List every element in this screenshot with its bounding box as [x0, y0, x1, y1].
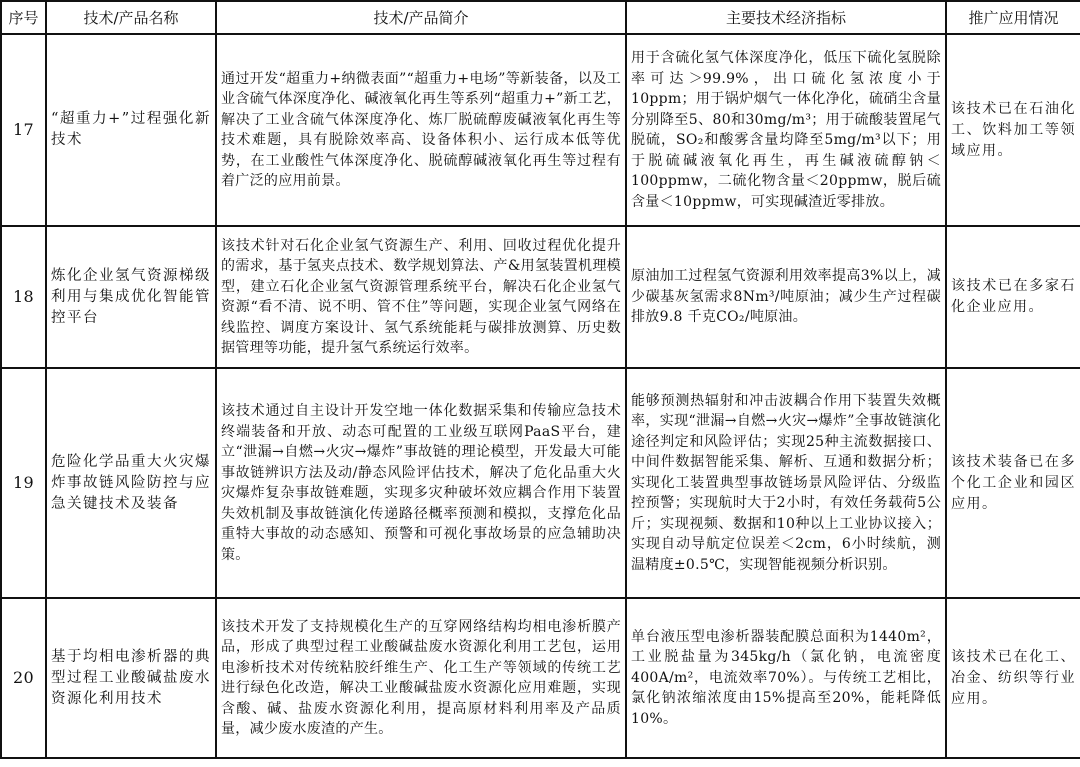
- header-tech-intro: 技术/产品简介: [216, 1, 626, 34]
- cell-key-indicators: 用于含硫化氢气体深度净化，低压下硫化氢脱除率可达＞99.9%，出口硫化氢浓度小于10ppm；用于锅炉烟气一体化净化，硫硝尘含量分别降至5、80和30mg/m³；用于硫酸装置尾气脱硫，SO₂和酸雾含量均降至5mg/m³以下；用于脱硫碱液氧化再生，再生碱液硫醇钠＜100ppmw，二硫化物含量＜20ppmw，脱后硫含量＜10ppmw，可实现碱渣近零排放。: [626, 34, 946, 226]
- table-row: [1, 598, 1080, 758]
- header-tech-name: 技术/产品名称: [46, 1, 216, 34]
- table-row: [1, 34, 1080, 226]
- cell-tech-intro: 该技术开发了支持规模化生产的互穿网络结构均相电渗析膜产品，形成了典型过程工业酸碱盐废水资源化利用工艺包，运用电渗析技术对传统粘胶纤维生产、化工生产等领域的传统工艺进行绿色化改造，解决工业酸碱盐废水资源化应用难题，实现含酸、碱、盐废水资源化利用，提高原材料利用率及产品质量，减少废水废渣的产生。: [216, 598, 626, 758]
- cell-tech-intro: 通过开发“超重力+纳微表面”“超重力+电场”等新装备，以及工业含硫气体深度净化、碱液氧化再生等系列“超重力+”新工艺，解决了工业含硫气体深度净化、炼厂脱硫醇废碱液氧化再生等技术难题，具有脱除效率高、设备体积小、运行成本低等优势，在工业酸性气体深度净化、脱硫醇碱液氧化再生等过程有着广泛的应用前景。: [216, 34, 626, 226]
- cell-tech-intro: 该技术针对石化企业氢气资源生产、利用、回收过程优化提升的需求，基于氢夹点技术、数学规划算法、产&用氢装置机理模型，建立石化企业氢气资源管理系统平台，解决石化企业氢气资源“看不清、说不明、管不住”等问题，实现企业氢气网络在线监控、调度方案设计、氢气系统能耗与碳排放测算、历史数据管理等功能，提升氢气系统运行效率。: [216, 226, 626, 368]
- cell-tech-name: 炼化企业氢气资源梯级利用与集成优化智能管控平台: [46, 226, 216, 368]
- cell-serial-number: 17: [1, 34, 46, 226]
- cell-key-indicators: 能够预测热辐射和冲击波耦合作用下装置失效概率，实现“泄漏→自燃→火灾→爆炸”全事故链演化途径判定和风险评估；实现25种主流数据接口、中间件数据智能采集、解析、互通和数据分析；实现化工装置典型事故链场景风险评估、分级监控预警；实现航时大于2小时，有效任务载荷5公斤；实现视频、数据和10种以上工业协议接入；实现自动导航定位误差＜2cm，6小时续航，测温精度±0.5℃，实现智能视频分析识别。: [626, 368, 946, 598]
- cell-serial-number: 20: [1, 598, 46, 758]
- cell-tech-name: 基于均相电渗析器的典型过程工业酸碱盐废水资源化利用技术: [46, 598, 216, 758]
- cell-tech-intro: 该技术通过自主设计开发空地一体化数据采集和传输应急技术终端装备和开放、动态可配置的工业级互联网PaaS平台，建立“泄漏→自燃→火灾→爆炸”事故链的理论模型，开发最大可能事故链辨识方法及动/静态风险评估技术，解决了危化品重大火灾爆炸复杂事故链难题，实现多灾种破坏效应耦合作用下装置失效机制及事故链演化传递路径概率预测和模拟，支撑危化品重特大事故的动态感知、预警和可视化事故场景的应急辅助决策。: [216, 368, 626, 598]
- cell-key-indicators: 单台液压型电渗析器装配膜总面积为1440m²，工业脱盐量为345kg/h（氯化钠，电流密度400A/m²，电流效率70%）。与传统工艺相比，氯化钠浓缩浓度由15%提高至20%，能耗降低10%。: [626, 598, 946, 758]
- table-row: [1, 368, 1080, 598]
- cell-application-status: 该技术装备已在多个化工企业和园区应用。: [946, 368, 1080, 598]
- cell-application-status: 该技术已在多家石化企业应用。: [946, 226, 1080, 368]
- header-serial-number: 序号: [1, 1, 46, 34]
- header-key-indicators: 主要技术经济指标: [626, 1, 946, 34]
- cell-key-indicators: 原油加工过程氢气资源利用效率提高3%以上，减少碳基灰氢需求8Nm³/吨原油；减少生产过程碳排放9.8 千克CO₂/吨原油。: [626, 226, 946, 368]
- table-header-row: [1, 1, 1080, 34]
- cell-application-status: 该技术已在石油化工、饮料加工等领域应用。: [946, 34, 1080, 226]
- cell-serial-number: 19: [1, 368, 46, 598]
- table-row: [1, 226, 1080, 368]
- cell-application-status: 该技术已在化工、冶金、纺织等行业应用。: [946, 598, 1080, 758]
- cell-serial-number: 18: [1, 226, 46, 368]
- cell-tech-name: “超重力+”过程强化新技术: [46, 34, 216, 226]
- header-application-status: 推广应用情况: [946, 1, 1080, 34]
- cell-tech-name: 危险化学品重大火灾爆炸事故链风险防控与应急关键技术及装备: [46, 368, 216, 598]
